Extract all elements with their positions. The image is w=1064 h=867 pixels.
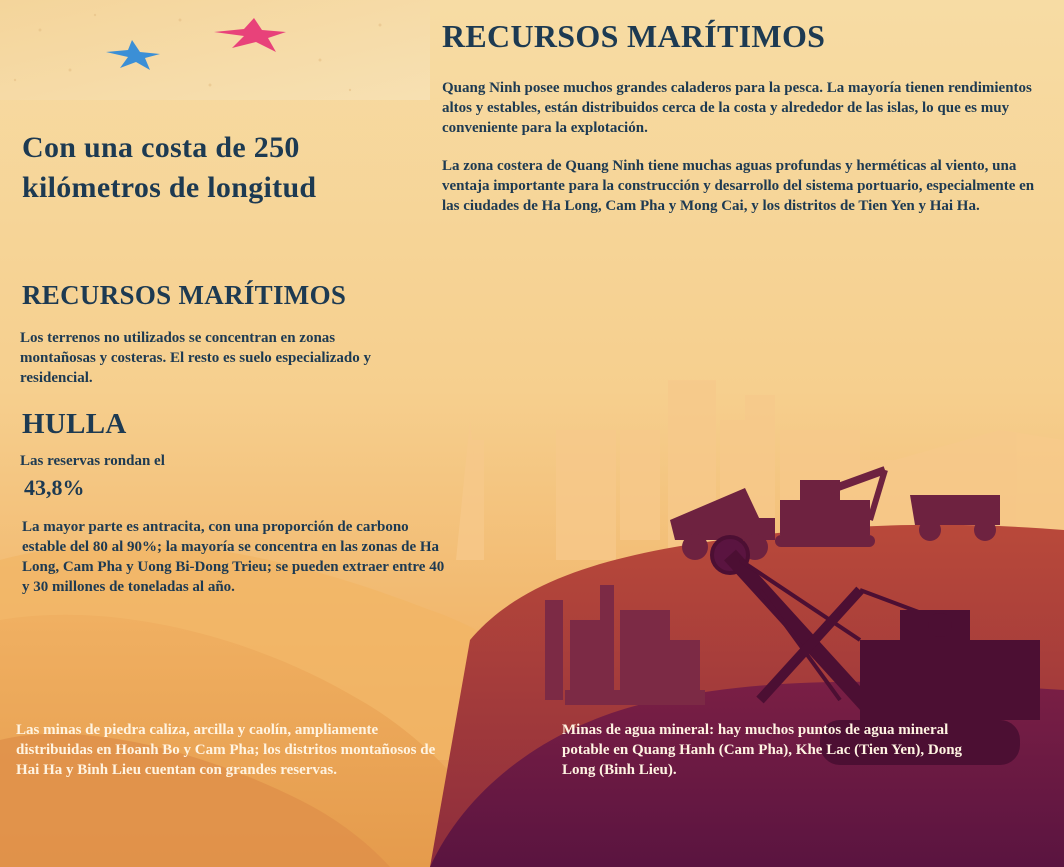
hulla-heading: HULLA (22, 408, 127, 440)
fishing-paragraph: Quang Ninh posee muchos grandes caladeros para la pesca. La mayoría tienen rendimientos altos y estables, están distribuidos cerca de la costa y alrededor de las islas, lo que es muy conveniente para la explotación. (442, 80, 1032, 136)
resources-heading: RECURSOS MARÍTIMOS (22, 280, 347, 310)
resources-text: Los terrenos no utilizados se concentran en zonas montañosas y costeras. El resto es suelo especializado y residencial. (20, 330, 371, 386)
port-paragraph: La zona costera de Quang Ninh tiene muchas aguas profundas y herméticas al viento, una ventaja importante para la construcción y desarrollo del sistema portuario, especialmente en las ciudades de Ha Long, Cam Pha y Mong Cai, y los distritos de Tien Yen y Hai Ha. (442, 158, 1035, 214)
reserves-label: Las reservas rondan el (20, 453, 165, 469)
limestone-text: Las minas de piedra caliza, arcilla y caolín, ampliamente distribuidas en Hoanh Bo y Cam Pha; los distritos montañosos de Hai Ha y Binh Lieu cuentan con grandes reservas. (16, 722, 436, 778)
hulla-text: La mayor parte es antracita, con una proporción de carbono estable del 80 al 90%; la mayoría se concentra en las zonas de Ha Long, Cam Pha y Uong Bi-Dong Trieu; se pueden extraer entre 40 y 30 millones de toneladas al año. (22, 519, 445, 595)
coast-heading: Con una costa de 250 kilómetros de longitud (22, 131, 317, 204)
mineral-water-text: Minas de agua mineral: hay muchos puntos de agua mineral potable en Quang Hanh (Cam Pha), Khe Lac (Tien Yen), Dong Long (Binh Lieu). (562, 722, 963, 778)
main-title: RECURSOS MARÍTIMOS (442, 18, 826, 54)
reserves-value: 43,8% (24, 475, 85, 500)
